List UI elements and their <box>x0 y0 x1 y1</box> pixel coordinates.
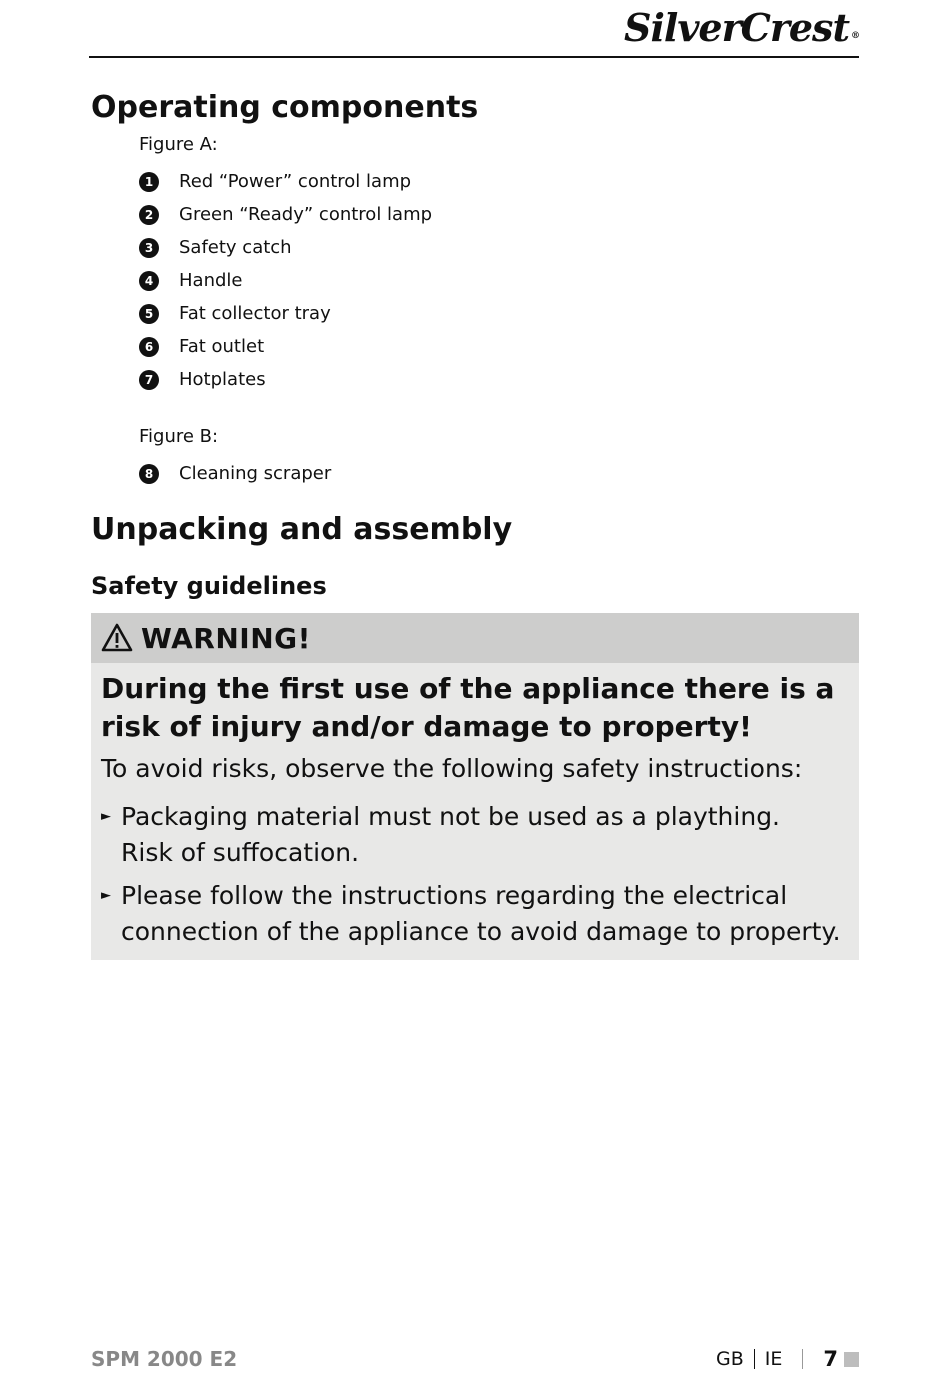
number-badge: 4 <box>139 271 159 291</box>
warning-bullet <box>101 799 841 871</box>
number-badge: 2 <box>139 205 159 225</box>
bullet-arrow-icon: ► <box>101 888 111 903</box>
page-number: 7 <box>823 1347 838 1371</box>
number-badge: 7 <box>139 370 159 390</box>
bullet-arrow-icon: ► <box>101 809 111 824</box>
list-item <box>139 363 432 396</box>
warning-triangle-icon <box>101 623 133 653</box>
component-label: Safety catch <box>179 237 292 258</box>
operating-components-heading: Operating components <box>91 90 479 125</box>
registered-mark: ® <box>851 31 859 41</box>
list-item <box>139 231 432 264</box>
component-label: Fat outlet <box>179 336 265 357</box>
warning-box <box>91 613 859 960</box>
brand-logo <box>624 6 859 50</box>
component-label: Green “Ready” control lamp <box>179 204 433 225</box>
number-badge: 6 <box>139 337 159 357</box>
list-item <box>139 165 432 198</box>
footer-page-info <box>716 1346 859 1372</box>
component-label: Hotplates <box>179 369 266 390</box>
component-label: Fat collector tray <box>179 303 331 324</box>
language-gb: GB <box>716 1348 744 1370</box>
language-ie: IE <box>764 1348 783 1370</box>
figure-b-list <box>139 457 331 490</box>
bullet-line: Risk of suffocation. <box>121 838 360 867</box>
unpacking-heading: Unpacking and assembly <box>91 512 513 547</box>
warning-header <box>91 613 859 663</box>
safety-guidelines-heading: Safety guidelines <box>91 572 327 600</box>
warning-intro: To avoid risks, observe the following safety instructions: <box>101 754 803 783</box>
number-badge: 1 <box>139 172 159 192</box>
bullet-line: connection of the appliance to avoid damage to property. <box>121 917 841 946</box>
bullet-line: Packaging material must not be used as a plaything. <box>121 802 781 831</box>
bullet-text <box>121 799 780 871</box>
component-label: Handle <box>179 270 243 291</box>
list-item <box>139 330 432 363</box>
number-badge: 5 <box>139 304 159 324</box>
warning-lead: During the first use of the appliance there is a risk of injury and/or damage to property! <box>101 672 835 743</box>
list-item <box>139 297 432 330</box>
number-badge: 8 <box>139 464 159 484</box>
list-item <box>139 457 331 490</box>
list-item <box>139 264 432 297</box>
page-separator <box>802 1349 803 1369</box>
figure-b-label: Figure B: <box>139 426 219 447</box>
warning-title: WARNING! <box>141 621 311 655</box>
warning-bullet <box>101 878 841 950</box>
bullet-text <box>121 878 841 950</box>
page-square-icon <box>844 1352 859 1367</box>
brand-name: SilverCrest <box>624 5 849 50</box>
language-separator <box>754 1349 755 1369</box>
figure-a-label: Figure A: <box>139 134 218 155</box>
footer-model: SPM 2000 E2 <box>91 1347 238 1371</box>
list-item <box>139 198 432 231</box>
bullet-line: Please follow the instructions regarding the electrical <box>121 881 788 910</box>
header-rule <box>89 56 859 58</box>
component-label: Red “Power” control lamp <box>179 171 412 192</box>
figure-a-list <box>139 165 432 396</box>
number-badge: 3 <box>139 238 159 258</box>
component-label: Cleaning scraper <box>179 463 332 484</box>
